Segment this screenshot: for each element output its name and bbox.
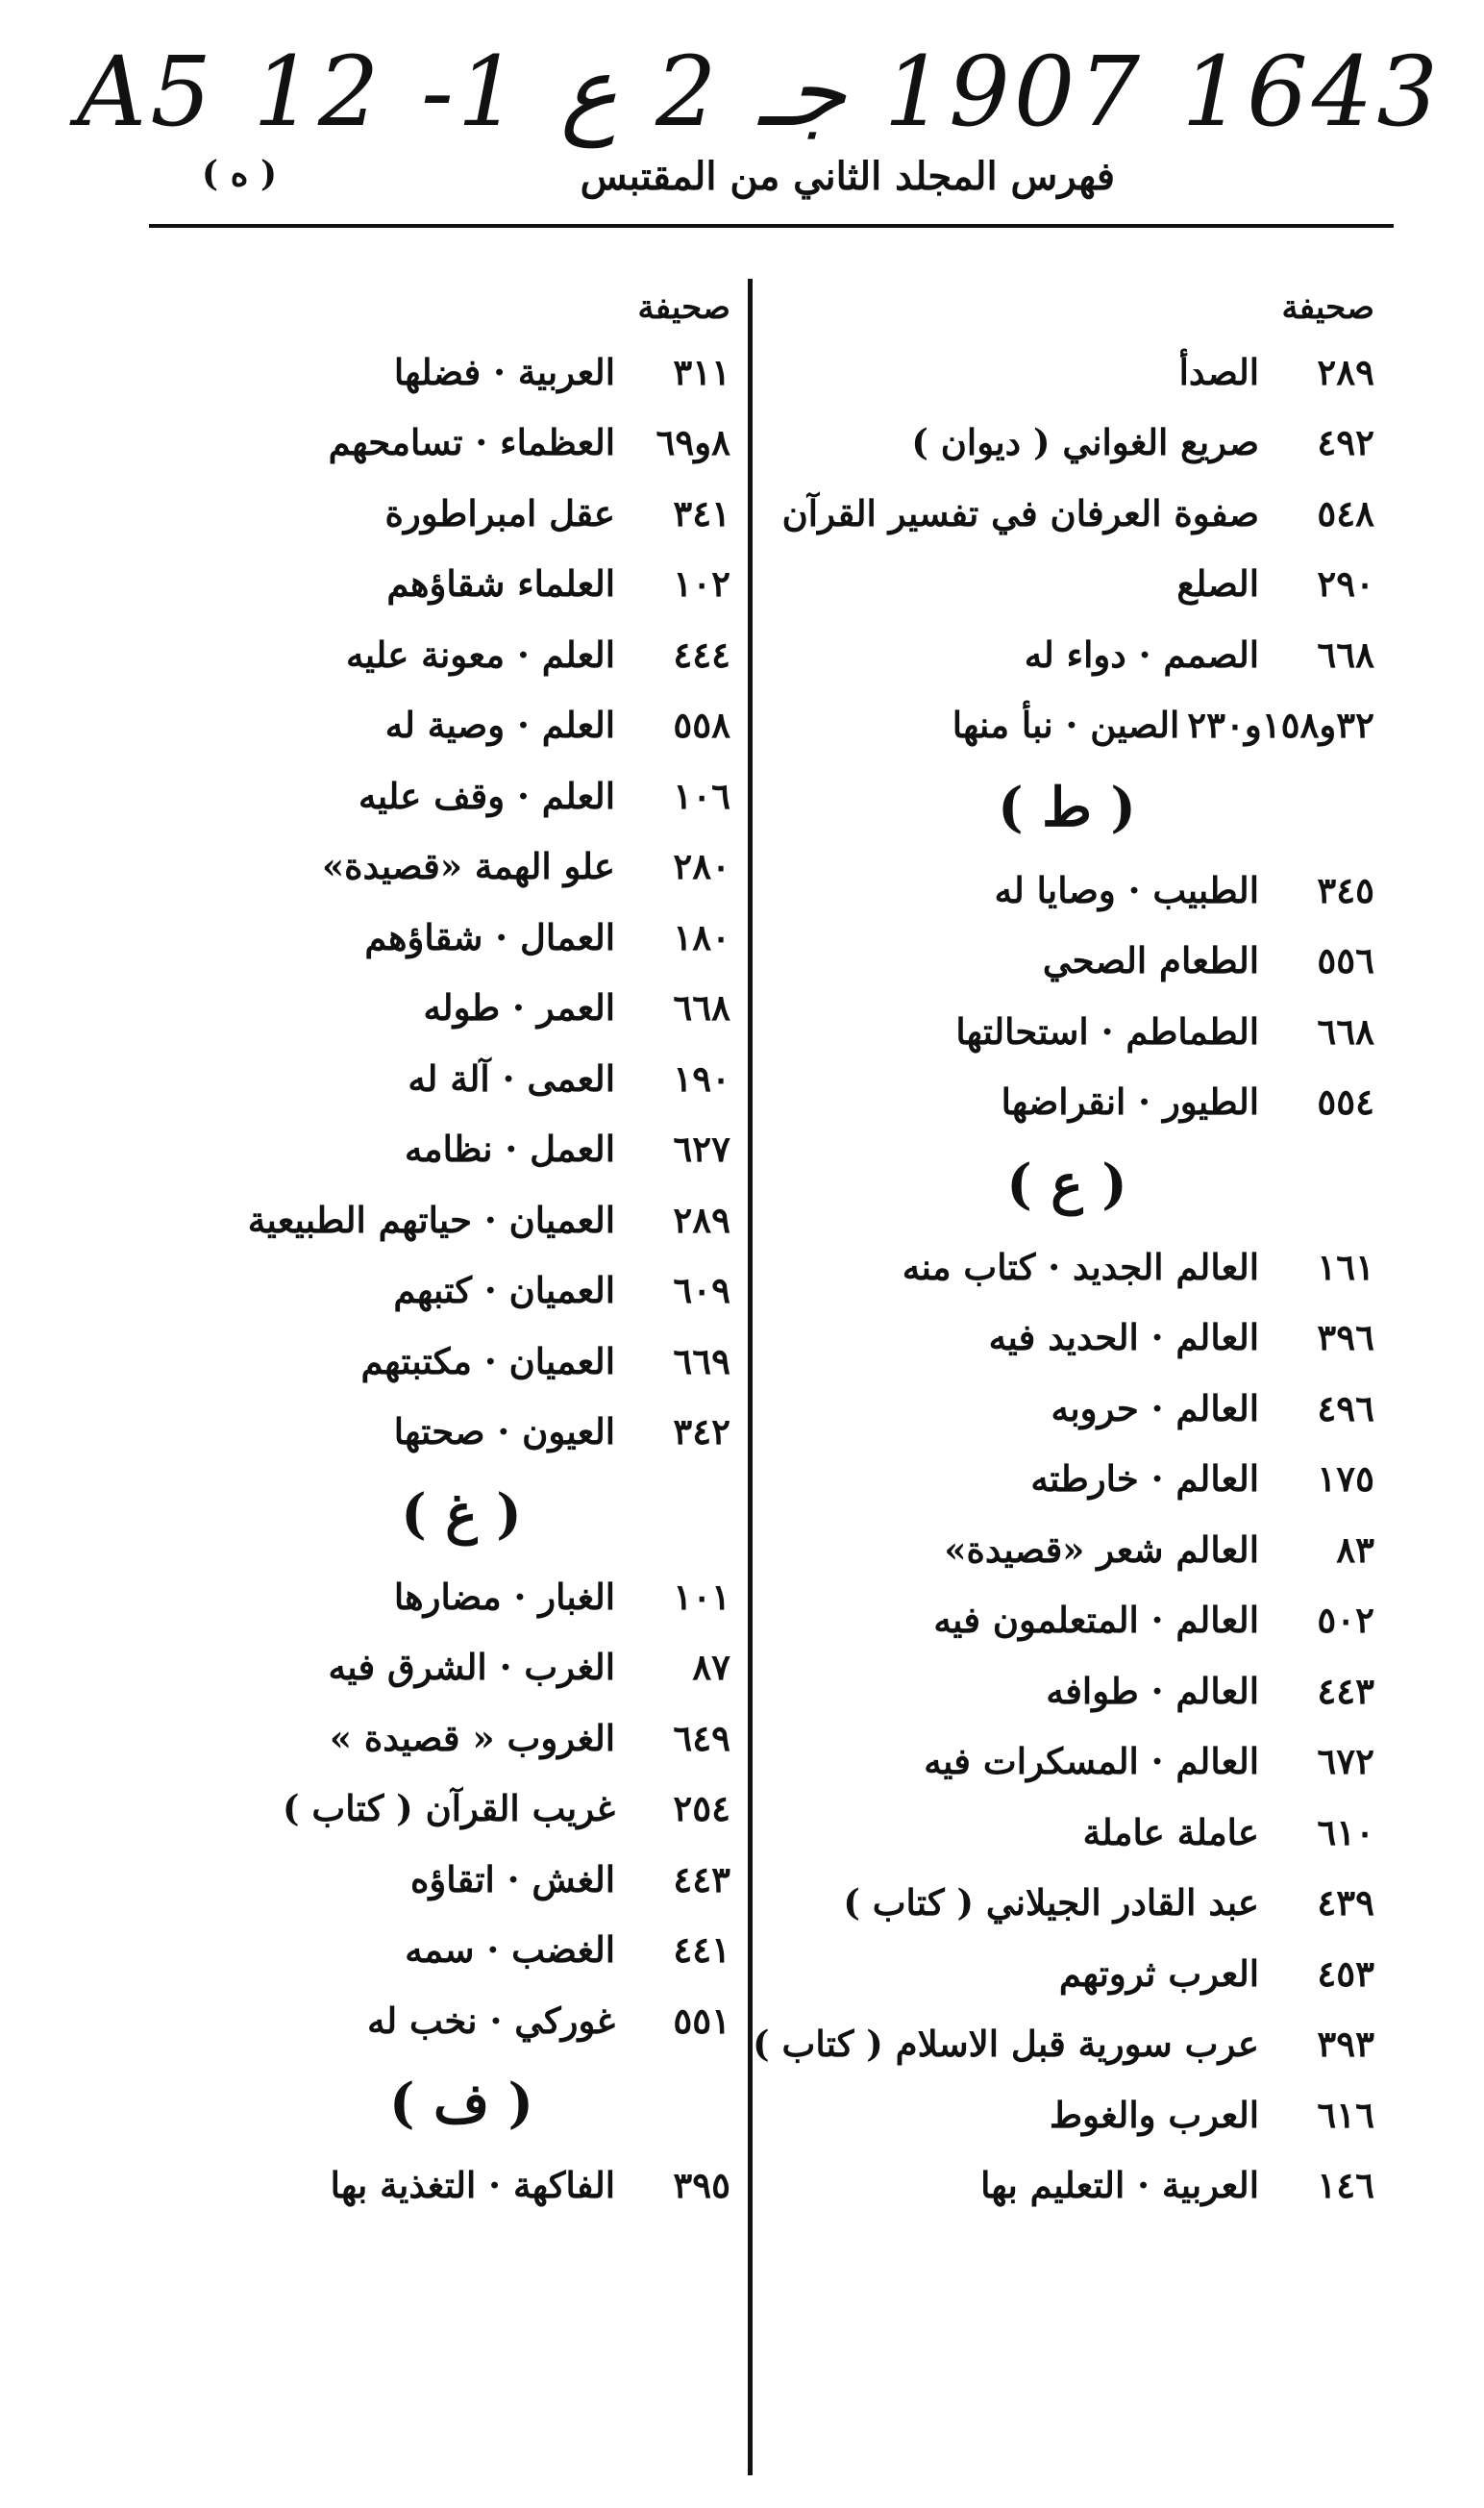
index-entry bbox=[759, 1514, 1374, 1585]
column-divider bbox=[748, 279, 753, 2475]
entry-page: ١٧٥ bbox=[1317, 1457, 1374, 1501]
entry-text: علو الهمة «قصيدة» bbox=[321, 845, 615, 888]
section-letter-ta: ( ط ) bbox=[998, 776, 1136, 839]
entry-page: ٥٥١ bbox=[673, 1999, 730, 2042]
entry-page: ٥٥٨ bbox=[673, 704, 730, 747]
entry-text: الطبيب · وصايا له bbox=[994, 868, 1259, 911]
entry-text: العميان · مكتبتهم bbox=[360, 1339, 615, 1382]
index-entry bbox=[759, 1231, 1374, 1303]
entry-page: ١٠٦ bbox=[673, 774, 730, 817]
entry-text: العالم · حروبه bbox=[1051, 1386, 1259, 1429]
entry-page: ١٦١ bbox=[1317, 1245, 1374, 1288]
index-entry bbox=[192, 1255, 730, 1327]
entry-text: العربية · التعليم بها bbox=[980, 2164, 1259, 2207]
entry-page: ٣٤٥ bbox=[1317, 868, 1374, 911]
index-entry bbox=[192, 832, 730, 903]
entry-text: صفوة العرفان في تفسير القرآن bbox=[781, 491, 1259, 534]
index-entry bbox=[759, 855, 1374, 926]
index-entry bbox=[192, 1632, 730, 1703]
entry-text: العالم · المسكرات فيه bbox=[924, 1740, 1259, 1783]
entry-page: ٦٠٩ bbox=[673, 1269, 730, 1312]
entry-page: ٥٥٤ bbox=[1317, 1080, 1374, 1124]
handwritten-mark: -1 bbox=[420, 35, 523, 148]
index-entry bbox=[192, 408, 730, 479]
section-letter-ghain: ( غ ) bbox=[401, 1482, 522, 1546]
entry-page: ٢٥٤ bbox=[673, 1787, 730, 1830]
index-entry bbox=[192, 1114, 730, 1185]
entry-page: ٥٥٦ bbox=[1317, 939, 1374, 982]
entry-text: العمى · آلة له bbox=[408, 1056, 615, 1100]
handwritten-mark: 1907 bbox=[883, 35, 1145, 148]
index-entry bbox=[759, 1373, 1374, 1444]
entry-text: صريع الغواني ( ديوان ) bbox=[911, 421, 1259, 464]
index-entry bbox=[759, 1444, 1374, 1515]
entry-text: العظماء · تسامحهم bbox=[328, 421, 615, 464]
entry-page: ٣١١ bbox=[673, 350, 730, 393]
entry-page: ٦٦٨ bbox=[1317, 1009, 1374, 1053]
entry-text: العالم الجديد · كتاب منه bbox=[902, 1245, 1259, 1288]
index-entry bbox=[192, 973, 730, 1044]
entry-text: الطعام الصحي bbox=[1042, 939, 1259, 982]
index-entry bbox=[192, 478, 730, 549]
entry-page: ١٠٢ bbox=[673, 562, 730, 606]
entry-text: العمر · طوله bbox=[423, 986, 615, 1030]
entry-text: عرب سورية قبل الاسلام ( كتاب ) bbox=[753, 2023, 1259, 2066]
handwritten-mark: 2 bbox=[655, 35, 721, 148]
index-entry bbox=[759, 1868, 1374, 1939]
index-entry bbox=[192, 336, 730, 408]
index-entry bbox=[192, 1915, 730, 1986]
index-entry bbox=[759, 549, 1374, 620]
index-entry bbox=[759, 1797, 1374, 1868]
entry-page: ٤٤١ bbox=[673, 1928, 730, 1972]
entry-page: ٢٨٩ bbox=[1317, 350, 1374, 393]
entry-page: ٣٤١ bbox=[673, 491, 730, 534]
entry-text: الغرب · الشرق فيه bbox=[328, 1646, 615, 1689]
index-entry bbox=[759, 2079, 1374, 2150]
entry-page: ٢٩٠ bbox=[1317, 562, 1374, 606]
index-entry bbox=[192, 2150, 730, 2222]
entry-page: ٨٣ bbox=[1336, 1527, 1374, 1571]
entry-page: ٥٤٨ bbox=[1317, 491, 1374, 534]
page-header bbox=[144, 154, 1355, 211]
index-entry bbox=[759, 408, 1374, 479]
page-number-mark: ( ه ) bbox=[202, 154, 278, 194]
entry-page: ٦٦٩ bbox=[673, 1339, 730, 1382]
entry-page: ٣٤٢ bbox=[673, 1410, 730, 1453]
entry-text: الغبار · مضارها bbox=[393, 1575, 615, 1618]
entry-text: الطماطم · استحالتها bbox=[955, 1009, 1259, 1053]
entry-page: ٦٦٨ bbox=[1317, 633, 1374, 676]
entry-page: ٦١٦ bbox=[1317, 2093, 1374, 2136]
entry-page: ٨٧ bbox=[692, 1646, 730, 1689]
entry-text: عاملة عاملة bbox=[1082, 1810, 1259, 1853]
entry-page: ٦٤٩ bbox=[673, 1716, 730, 1759]
entry-text: العميان · حياتهم الطبيعية bbox=[247, 1198, 615, 1241]
index-entry bbox=[192, 1702, 730, 1774]
index-entry bbox=[759, 1938, 1374, 2009]
entry-page: ٤٩٢ bbox=[1317, 421, 1374, 464]
header-rule bbox=[149, 224, 1394, 228]
entry-text: الصدأ bbox=[1178, 350, 1259, 393]
handwritten-mark: 1643 bbox=[1181, 35, 1442, 148]
entry-text: الفاكهة · التغذية بها bbox=[330, 2164, 615, 2207]
index-entry bbox=[759, 478, 1374, 549]
entry-page: ٢٨٩ bbox=[673, 1198, 730, 1241]
entry-text: العلماء شقاؤهم bbox=[386, 562, 615, 606]
index-entry bbox=[192, 760, 730, 832]
entry-text: العالم شعر «قصيدة» bbox=[944, 1527, 1259, 1571]
entry-page: ٣٩٥ bbox=[673, 2164, 730, 2207]
entry-text: الصين · نبأ منها bbox=[952, 704, 1180, 747]
index-entry bbox=[759, 619, 1374, 690]
index-entry bbox=[753, 2009, 1374, 2080]
entry-text: العرب والغوط bbox=[1049, 2093, 1259, 2136]
index-entry bbox=[192, 1397, 730, 1468]
entry-page: ٤٤٣ bbox=[1317, 1669, 1374, 1712]
index-entry bbox=[192, 549, 730, 620]
index-entry bbox=[759, 996, 1374, 1067]
entry-page: ٤٤٤ bbox=[673, 633, 730, 676]
entry-text: العمل · نظامه bbox=[404, 1128, 615, 1171]
entry-page: ١٤٦ bbox=[1317, 2164, 1374, 2207]
entry-page: ٣٢و١٥٨و٢٣٠ bbox=[1187, 704, 1374, 747]
entry-page: ٦٦٨ bbox=[673, 986, 730, 1030]
entry-text: الطيور · انقراضها bbox=[1001, 1080, 1259, 1124]
entry-text: عقل امبراطورة bbox=[384, 491, 615, 534]
entry-text: غريب القرآن ( كتاب ) bbox=[283, 1787, 615, 1830]
entry-page: ٤٣٩ bbox=[1317, 1881, 1374, 1924]
page-title: فهرس المجلد الثاني من المقتبس bbox=[580, 154, 1115, 199]
entry-page: ٦٧٢ bbox=[1317, 1740, 1374, 1783]
index-entry bbox=[192, 1844, 730, 1915]
entry-text: العميان · كتبهم bbox=[393, 1269, 615, 1312]
index-entry bbox=[759, 1067, 1374, 1138]
index-column-left bbox=[192, 279, 730, 2221]
index-entry bbox=[192, 1043, 730, 1114]
entry-page: ١٨٠ bbox=[673, 915, 730, 958]
index-entry bbox=[192, 1774, 730, 1845]
entry-page: ١٩٠ bbox=[673, 1056, 730, 1100]
entry-page: ٢٨٠ bbox=[673, 845, 730, 888]
entry-page: ٣٩٣ bbox=[1317, 2023, 1374, 2066]
index-entry bbox=[759, 1585, 1374, 1656]
entry-text: الغروب « قصيدة » bbox=[329, 1716, 615, 1759]
entry-text: العلم · وصية له bbox=[384, 704, 615, 747]
entry-page: ١٠١ bbox=[673, 1575, 730, 1618]
entry-text: العلم · وقف عليه bbox=[359, 774, 615, 817]
entry-page: ٨و٦٩ bbox=[655, 421, 730, 464]
section-letter-ain: ( ع ) bbox=[1006, 1153, 1127, 1216]
index-column-right bbox=[753, 279, 1374, 2221]
entry-text: غوركي · نخب له bbox=[367, 1999, 615, 2042]
index-entry bbox=[192, 1561, 730, 1632]
handwritten-mark: ع bbox=[559, 35, 618, 148]
index-entry bbox=[192, 690, 730, 761]
index-entry bbox=[759, 690, 1374, 761]
handwritten-mark: A5 bbox=[77, 35, 215, 148]
entry-text: العربية · فضلها bbox=[393, 350, 615, 393]
entry-page: ٦٢٧ bbox=[673, 1128, 730, 1171]
entry-page: ٣٩٦ bbox=[1317, 1316, 1374, 1359]
section-letter-fa: ( ف ) bbox=[388, 2071, 534, 2135]
entry-text: العالم · المتعلمون فيه bbox=[933, 1599, 1259, 1642]
index-entry bbox=[192, 1326, 730, 1397]
entry-page: ٤٩٦ bbox=[1317, 1386, 1374, 1429]
index-entry bbox=[192, 902, 730, 973]
handwritten-mark: 12 bbox=[253, 35, 383, 148]
index-entry bbox=[759, 336, 1374, 408]
index-entry bbox=[192, 1985, 730, 2056]
entry-text: الغضب · سمه bbox=[405, 1928, 615, 1972]
entry-text: الصمم · دواء له bbox=[1024, 633, 1259, 676]
entry-text: الصلع bbox=[1176, 562, 1259, 606]
column-heading: صحيفة bbox=[637, 288, 730, 327]
entry-text: العالم · خارطته bbox=[1030, 1457, 1259, 1501]
entry-text: عبد القادر الجيلاني ( كتاب ) bbox=[843, 1881, 1259, 1924]
index-entry bbox=[759, 1303, 1374, 1374]
entry-text: العالم · طوافه bbox=[1046, 1669, 1259, 1712]
entry-text: العيون · صحتها bbox=[393, 1410, 615, 1453]
index-entry bbox=[759, 926, 1374, 997]
entry-page: ٤٥٣ bbox=[1317, 1951, 1374, 1995]
entry-page: ٤٤٣ bbox=[673, 1857, 730, 1900]
entry-text: الغش · اتقاؤه bbox=[409, 1857, 615, 1900]
index-entry bbox=[759, 1726, 1374, 1798]
index-entry bbox=[192, 619, 730, 690]
entry-text: العمال · شقاؤهم bbox=[364, 915, 615, 958]
entry-text: العلم · معونة عليه bbox=[345, 633, 615, 676]
handwritten-reference bbox=[77, 19, 1442, 163]
entry-page: ٥٠٢ bbox=[1317, 1599, 1374, 1642]
column-heading: صحيفة bbox=[1281, 288, 1374, 327]
handwritten-mark: جـ bbox=[758, 35, 847, 148]
index-entry bbox=[759, 1655, 1374, 1726]
index-entry bbox=[192, 1184, 730, 1255]
entry-page: ٦١٠ bbox=[1317, 1810, 1374, 1853]
index-entry bbox=[759, 2150, 1374, 2222]
entry-text: العرب ثروتهم bbox=[1058, 1951, 1259, 1995]
entry-text: العالم · الحديد فيه bbox=[988, 1316, 1259, 1359]
